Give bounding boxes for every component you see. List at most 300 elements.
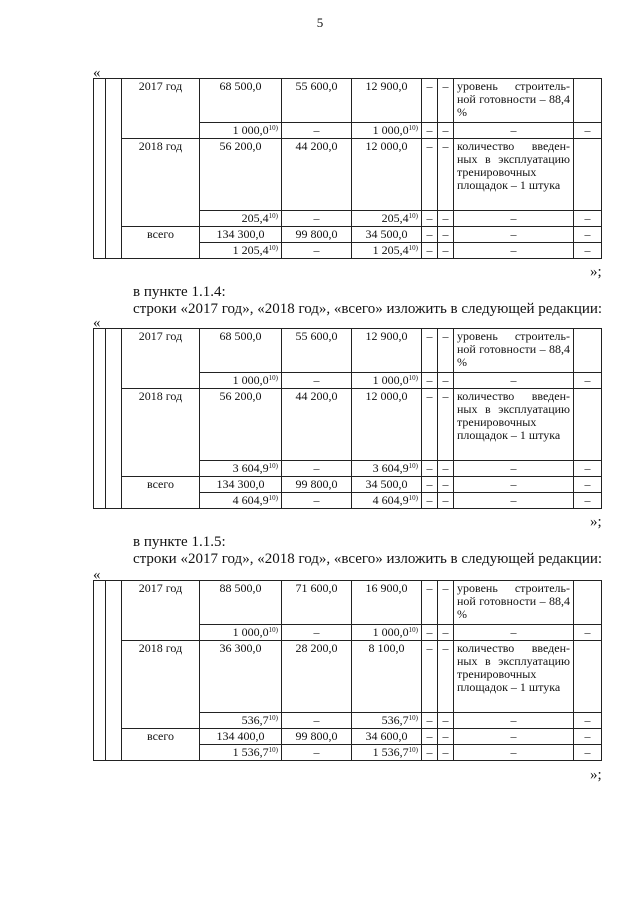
result-cell [454,373,574,389]
col-extra-a [422,79,438,123]
col-extra-a [422,729,438,745]
col-extra-b-value: – [442,729,449,743]
federal-cell-value: 55 600,0 [295,79,338,93]
footnote-marker: 10) [268,714,278,722]
col-extra-a [422,329,438,373]
federal-cell-value: – [313,243,320,257]
paragraph-instruction: строки «2017 год», «2018 год», «всего» изложить в следующей редакции: [133,551,603,567]
table-row [94,389,602,461]
col-extra-a-value: – [426,641,433,655]
col-extra-b-value: – [442,139,449,153]
result-cell [454,329,574,373]
footnote-marker: 10) [408,746,418,754]
year-cell: всего [122,477,200,509]
last-cell [574,211,602,227]
year-cell: 2017 год [122,581,200,641]
federal-cell-value: – [313,373,320,387]
regional-cell [352,211,422,227]
regional-cell [352,243,422,259]
total-cell [200,389,282,461]
paragraph-instruction: строки «2017 год», «2018 год», «всего» изложить в следующей редакции: [133,301,603,317]
regional-cell [352,227,422,243]
federal-cell-value: 44 200,0 [295,139,338,153]
col-extra-b-value: – [442,389,449,403]
col-extra-a [422,211,438,227]
page-number: 5 [316,15,324,30]
col-extra-b [438,729,454,745]
total-cell-value: 56 200,0 [219,389,262,403]
result-cell [454,581,574,625]
result-cell-value: – [510,211,517,225]
result-cell-value: – [510,745,517,759]
table-row [94,139,602,211]
footnote-marker: 10) [408,462,418,470]
col-extra-a-value: – [426,729,433,743]
footnote-marker: 10) [268,244,278,252]
federal-cell-value: – [313,211,320,225]
total-cell [200,243,282,259]
amendment-table [93,328,602,509]
federal-cell [282,713,352,729]
result-cell [454,211,574,227]
federal-cell-value: – [313,123,320,137]
regional-cell-value: 3 604,9 [372,461,409,475]
result-cell [454,389,574,461]
last-cell-value: – [584,713,591,727]
year-cell: 2018 год [122,389,200,477]
last-cell-value: – [584,211,591,225]
col-extra-b-value: – [442,211,449,225]
result-cell-value: – [510,373,517,387]
federal-cell [282,211,352,227]
col-extra-a [422,477,438,493]
col-extra-b-value: – [442,123,449,137]
total-cell [200,139,282,211]
result-cell [454,713,574,729]
total-cell-value: 88 500,0 [219,581,262,595]
col-extra-b-value: – [442,373,449,387]
col-extra-b [438,139,454,211]
total-cell [200,729,282,745]
footnote-marker: 10) [408,212,418,220]
col-extra-b [438,477,454,493]
regional-cell [352,581,422,625]
col-extra-a-value: – [426,139,433,153]
federal-cell-value: 44 200,0 [295,389,338,403]
col-extra-b-value: – [442,493,449,507]
regional-cell-value: 1 000,0 [372,625,409,639]
last-cell [574,329,602,373]
federal-cell [282,729,352,745]
close-quote: »; [590,514,602,530]
col-extra-b-value: – [442,641,449,655]
result-cell-value: – [510,625,517,639]
last-cell [574,139,602,211]
regional-cell [352,641,422,713]
total-cell [200,641,282,713]
col-extra-a-value: – [426,461,433,475]
result-cell [454,227,574,243]
total-cell-value: 1 536,7 [232,745,269,759]
result-cell-value: – [510,713,517,727]
regional-cell-value: 34 600,0 [365,729,408,743]
blank-col-a [94,581,106,761]
last-cell-value: – [584,493,591,507]
blank-col-b [106,581,122,761]
last-cell [574,373,602,389]
regional-cell-value: 12 000,0 [365,389,408,403]
col-extra-b [438,389,454,461]
regional-cell [352,477,422,493]
last-cell [574,227,602,243]
federal-cell-value: – [313,461,320,475]
regional-cell-value: 34 500,0 [365,477,408,491]
regional-cell-value: 205,4 [381,211,409,225]
blank-col-a [94,79,106,259]
col-extra-a [422,243,438,259]
footnote-marker: 10) [408,626,418,634]
total-cell-value: 134 300,0 [216,227,265,241]
col-extra-b-value: – [442,243,449,257]
blank-col-b [106,329,122,509]
last-cell [574,123,602,139]
col-extra-a [422,139,438,211]
last-cell [574,477,602,493]
last-cell-value: – [584,461,591,475]
col-extra-b [438,641,454,713]
col-extra-b [438,211,454,227]
federal-cell [282,329,352,373]
result-cell-value: количество введенных в эксплуатацию тренировочных площадок – 1 штука [457,389,570,442]
federal-cell [282,139,352,211]
total-cell-value: 3 604,9 [232,461,269,475]
regional-cell [352,713,422,729]
last-cell [574,493,602,509]
total-cell [200,461,282,477]
col-extra-b [438,123,454,139]
col-extra-b [438,243,454,259]
regional-cell-value: 1 000,0 [372,373,409,387]
total-cell [200,493,282,509]
regional-cell [352,625,422,641]
col-extra-b-value: – [442,713,449,727]
table-row [94,79,602,123]
federal-cell [282,243,352,259]
footnote-marker: 10) [408,244,418,252]
col-extra-a [422,389,438,461]
year-cell: 2018 год [122,641,200,729]
last-cell [574,641,602,713]
col-extra-a-value: – [426,243,433,257]
last-cell [574,461,602,477]
year-cell: 2017 год [122,79,200,139]
total-cell-value: 36 300,0 [219,641,262,655]
last-cell-value: – [584,227,591,241]
table-row [94,581,602,625]
result-cell-value: уровень строительной готовности – 88,4 % [457,581,570,621]
year-cell: всего [122,227,200,259]
open-quote: « [93,315,101,331]
total-cell [200,477,282,493]
col-extra-b [438,625,454,641]
blank-col-b [106,79,122,259]
regional-cell-value: 1 000,0 [372,123,409,137]
footnote-marker: 10) [268,462,278,470]
col-extra-a [422,123,438,139]
regional-cell-value: 536,7 [381,713,409,727]
total-cell-value: 536,7 [241,713,269,727]
total-cell-value: 4 604,9 [232,493,269,507]
col-extra-b [438,227,454,243]
col-extra-b-value: – [442,477,449,491]
col-extra-b [438,581,454,625]
result-cell-value: – [510,227,517,241]
federal-cell-value: 99 800,0 [295,729,338,743]
result-cell-value: уровень строительной готовности – 88,4 % [457,329,570,369]
last-cell [574,729,602,745]
regional-cell [352,745,422,761]
regional-cell [352,461,422,477]
footnote-marker: 10) [408,374,418,382]
total-cell [200,329,282,373]
regional-cell-value: 12 900,0 [365,329,408,343]
footnote-marker: 10) [268,626,278,634]
last-cell-value: – [584,373,591,387]
table-row [94,641,602,713]
last-cell-value: – [584,745,591,759]
result-cell [454,493,574,509]
footnote-marker: 10) [268,494,278,502]
total-cell-value: 205,4 [241,211,269,225]
year-cell: всего [122,729,200,761]
open-quote: « [93,567,101,583]
col-extra-b-value: – [442,329,449,343]
footnote-marker: 10) [408,494,418,502]
federal-cell-value: – [313,625,320,639]
last-cell [574,243,602,259]
result-cell [454,477,574,493]
last-cell [574,745,602,761]
year-cell: 2018 год [122,139,200,227]
col-extra-a-value: – [426,373,433,387]
col-extra-b-value: – [442,79,449,93]
close-quote: »; [590,767,602,783]
col-extra-a [422,745,438,761]
total-cell-value: 56 200,0 [219,139,262,153]
col-extra-b-value: – [442,227,449,241]
result-cell-value: – [510,243,517,257]
federal-cell [282,79,352,123]
last-cell [574,581,602,625]
result-cell-value: – [510,123,517,137]
col-extra-a [422,227,438,243]
result-cell [454,461,574,477]
col-extra-a [422,373,438,389]
regional-cell [352,123,422,139]
regional-cell [352,329,422,373]
regional-cell-value: 34 500,0 [365,227,408,241]
col-extra-a-value: – [426,745,433,759]
last-cell-value: – [584,123,591,137]
federal-cell-value: 28 200,0 [295,641,338,655]
paragraph-point-ref: в пункте 1.1.5: [133,534,226,550]
last-cell [574,389,602,461]
total-cell-value: 1 000,0 [232,625,269,639]
federal-cell-value: – [313,745,320,759]
federal-cell [282,373,352,389]
col-extra-a-value: – [426,493,433,507]
footnote-marker: 10) [408,714,418,722]
open-quote: « [93,65,101,81]
regional-cell-value: 16 900,0 [365,581,408,595]
col-extra-a [422,625,438,641]
last-cell-value: – [584,477,591,491]
federal-cell [282,493,352,509]
col-extra-a [422,461,438,477]
col-extra-a-value: – [426,581,433,595]
table-row [94,227,602,243]
table-row [94,329,602,373]
total-cell [200,227,282,243]
col-extra-a-value: – [426,389,433,403]
federal-cell [282,745,352,761]
total-cell [200,79,282,123]
col-extra-a-value: – [426,625,433,639]
footnote-marker: 10) [268,746,278,754]
result-cell [454,641,574,713]
total-cell-value: 68 500,0 [219,79,262,93]
result-cell-value: – [510,729,517,743]
regional-cell-value: 12 900,0 [365,79,408,93]
result-cell [454,745,574,761]
result-cell [454,123,574,139]
total-cell [200,713,282,729]
amendment-table [93,580,602,761]
result-cell [454,729,574,745]
total-cell-value: 1 000,0 [232,373,269,387]
result-cell-value: – [510,477,517,491]
footnote-marker: 10) [268,212,278,220]
col-extra-a-value: – [426,211,433,225]
total-cell [200,745,282,761]
result-cell-value: количество введенных в эксплуатацию тренировочных площадок – 1 штука [457,641,570,694]
footnote-marker: 10) [268,124,278,132]
total-cell-value: 1 205,4 [232,243,269,257]
col-extra-a-value: – [426,123,433,137]
total-cell-value: 134 400,0 [216,729,265,743]
federal-cell [282,625,352,641]
regional-cell-value: 12 000,0 [365,139,408,153]
federal-cell-value: 99 800,0 [295,477,338,491]
total-cell [200,373,282,389]
last-cell [574,713,602,729]
federal-cell-value: – [313,713,320,727]
total-cell-value: 68 500,0 [219,329,262,343]
result-cell-value: – [510,461,517,475]
result-cell-value: уровень строительной готовности – 88,4 % [457,79,570,119]
blank-col-a [94,329,106,509]
federal-cell-value: 55 600,0 [295,329,338,343]
col-extra-b [438,713,454,729]
regional-cell [352,373,422,389]
total-cell [200,211,282,227]
footnote-marker: 10) [268,374,278,382]
col-extra-b [438,79,454,123]
last-cell [574,79,602,123]
federal-cell [282,227,352,243]
col-extra-b-value: – [442,745,449,759]
regional-cell [352,389,422,461]
regional-cell-value: 1 536,7 [372,745,409,759]
col-extra-a-value: – [426,79,433,93]
col-extra-b [438,329,454,373]
result-cell-value: – [510,493,517,507]
col-extra-b-value: – [442,461,449,475]
col-extra-b [438,493,454,509]
result-cell [454,139,574,211]
federal-cell [282,641,352,713]
col-extra-a-value: – [426,227,433,241]
federal-cell-value: 71 600,0 [295,581,338,595]
year-cell: 2017 год [122,329,200,389]
federal-cell-value: 99 800,0 [295,227,338,241]
total-cell [200,625,282,641]
table-row [94,477,602,493]
col-extra-a-value: – [426,477,433,491]
federal-cell [282,123,352,139]
federal-cell [282,477,352,493]
amendment-table [93,78,602,259]
result-cell-value: количество введенных в эксплуатацию тренировочных площадок – 1 штука [457,139,570,192]
regional-cell [352,493,422,509]
last-cell-value: – [584,625,591,639]
total-cell [200,581,282,625]
total-cell-value: 134 300,0 [216,477,265,491]
regional-cell [352,139,422,211]
regional-cell-value: 8 100,0 [368,641,405,655]
table-row [94,729,602,745]
total-cell-value: 1 000,0 [232,123,269,137]
last-cell-value: – [584,729,591,743]
col-extra-a [422,641,438,713]
col-extra-a-value: – [426,713,433,727]
total-cell [200,123,282,139]
col-extra-a-value: – [426,329,433,343]
col-extra-a [422,581,438,625]
federal-cell [282,581,352,625]
col-extra-b-value: – [442,625,449,639]
col-extra-b [438,461,454,477]
col-extra-b [438,745,454,761]
col-extra-a [422,713,438,729]
federal-cell-value: – [313,493,320,507]
col-extra-a [422,493,438,509]
result-cell [454,79,574,123]
last-cell-value: – [584,243,591,257]
regional-cell [352,729,422,745]
last-cell [574,625,602,641]
regional-cell-value: 1 205,4 [372,243,409,257]
regional-cell [352,79,422,123]
col-extra-b-value: – [442,581,449,595]
federal-cell [282,461,352,477]
paragraph-point-ref: в пункте 1.1.4: [133,284,226,300]
regional-cell-value: 4 604,9 [372,493,409,507]
footnote-marker: 10) [408,124,418,132]
result-cell [454,243,574,259]
close-quote: »; [590,264,602,280]
result-cell [454,625,574,641]
